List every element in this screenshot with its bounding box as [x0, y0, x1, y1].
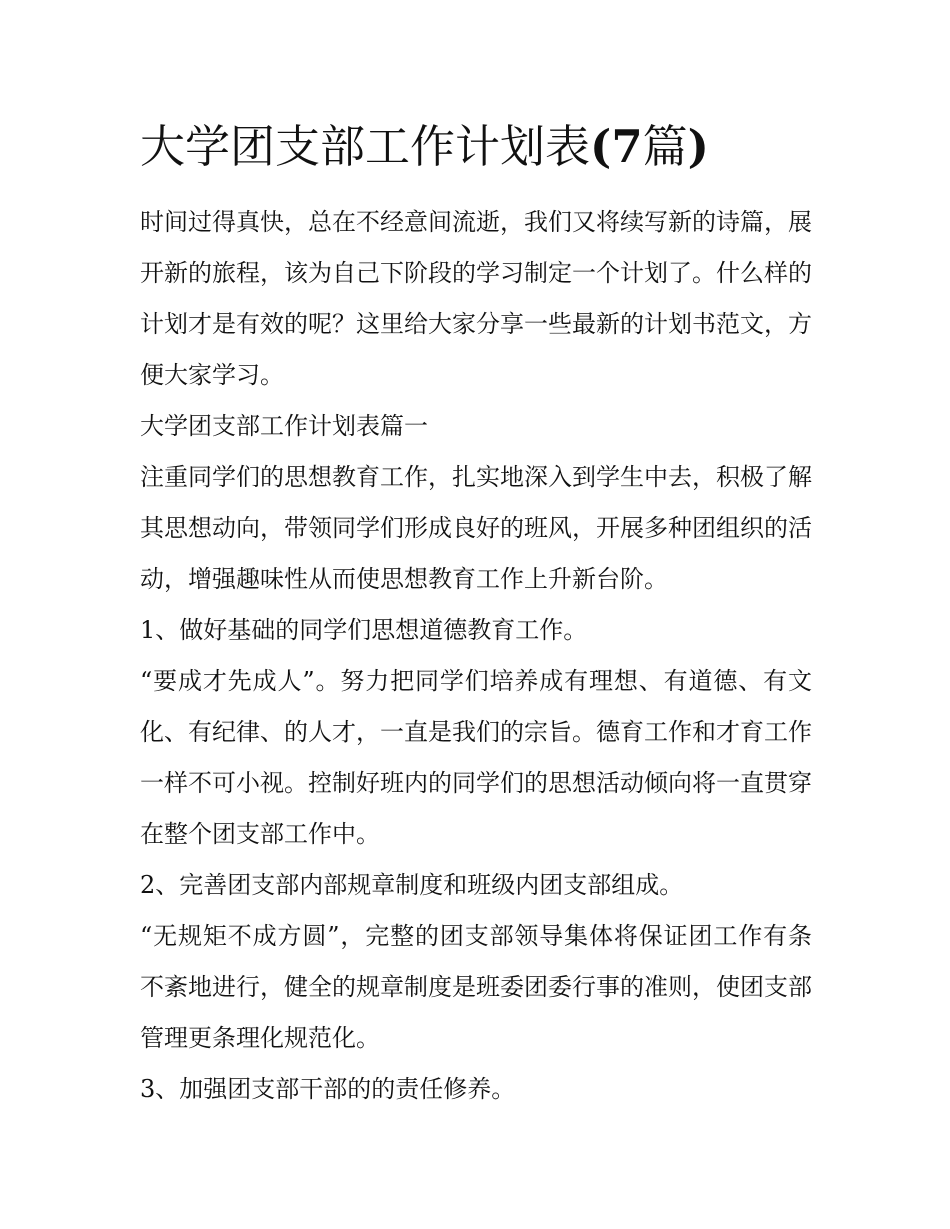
- document-body: [140, 197, 812, 1115]
- document-title: [140, 116, 840, 178]
- item-heading-3: 3、加强团支部干部的的责任修养。: [140, 1075, 516, 1103]
- title-paren-close: ): [687, 120, 709, 173]
- item-heading-1: 1、做好基础的同学们思想道德教育工作。: [140, 616, 588, 644]
- body-paragraph: “无规矩不成方圆”，完整的团支部领导集体将保证团工作有条不紊地进行，健全的规章制度是班委团委行事的准则，使团支部管理更条理化规范化。: [140, 922, 812, 1052]
- body-paragraph: 注重同学们的思想教育工作，扎实地深入到学生中去，积极了解其思想动向，带领同学们形成良好的班风，开展多种团组织的活动，增强趣味性从而使思想教育工作上升新台阶。: [140, 463, 812, 593]
- title-paren-open: (: [590, 120, 612, 173]
- intro-paragraph: 时间过得真快，总在不经意间流逝，我们又将续写新的诗篇，展开新的旅程，该为自己下阶段的学习制定一个计划了。什么样的计划才是有效的呢？这里给大家分享一些最新的计划书范文，方便大家学习。: [140, 208, 812, 389]
- section-heading: 大学团支部工作计划表篇一: [140, 412, 428, 440]
- title-text: 大学团支部工作计划表: [140, 120, 591, 173]
- item-heading-2: 2、完善团支部内部规章制度和班级内团支部组成。: [140, 871, 684, 899]
- title-count: 7: [611, 120, 643, 173]
- body-paragraph: “要成才先成人”。努力把同学们培养成有理想、有道德、有文化、有纪律、的人才，一直是我们的宗旨。德育工作和才育工作一样不可小视。控制好班内的同学们的思想活动倾向将一直贯穿在整个团支部工作中。: [140, 667, 812, 848]
- title-unit: 篇: [642, 120, 688, 173]
